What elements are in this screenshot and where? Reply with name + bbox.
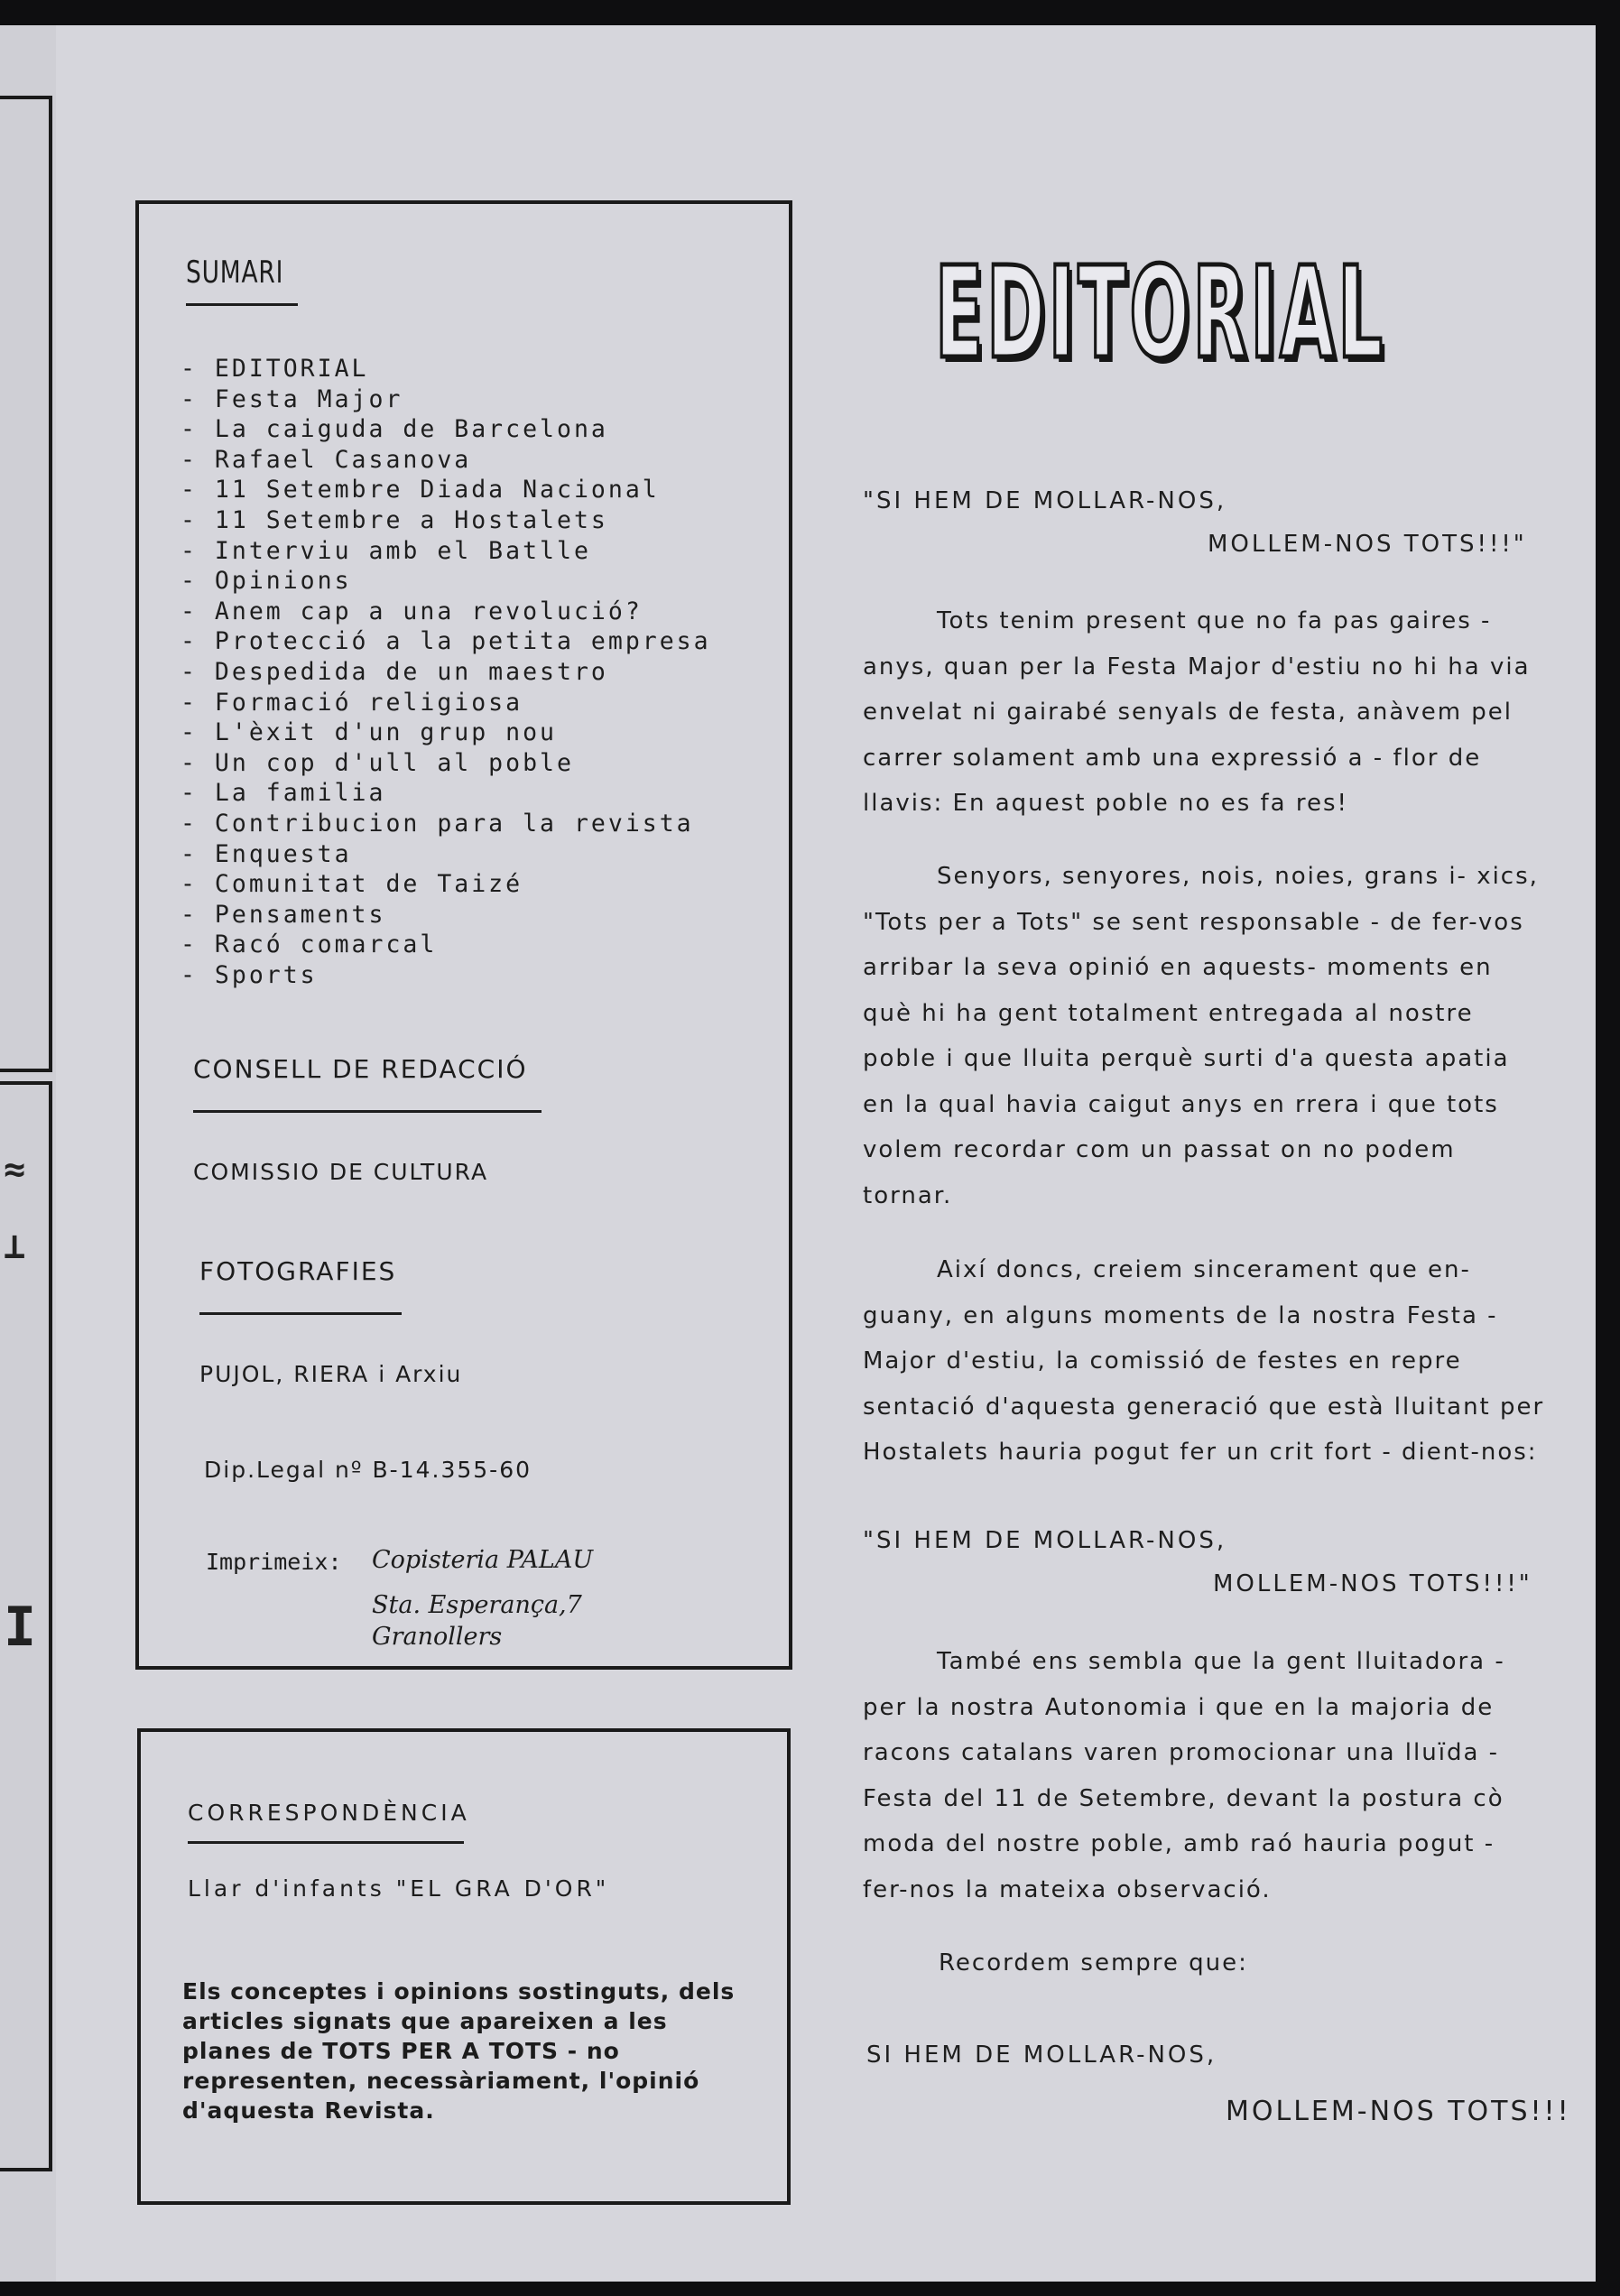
photos-heading: FOTOGRAFIES xyxy=(199,1256,397,1286)
editorial-title: EDITORIAL xyxy=(935,240,1386,387)
printer-city: Granollers xyxy=(372,1623,503,1651)
summary-item: - Enquesta xyxy=(181,839,352,868)
summary-item: - 11 Setembre Diada Nacional xyxy=(181,476,660,505)
summary-item: - Formació religiosa xyxy=(181,688,523,717)
editorial-paragraph: Senyors, senyores, nois, noies, grans i- xics, "Tots per a Tots" se sent responsable - de fer-vos arribar la seva opinió en aquests- moments en què hi ha gent totalment entregada al nostre poble i que lluita perquè surti d'a questa apatia en la qual havia caigut anys en rrera i que tots volem recordar com un passat on no podem tornar. xyxy=(863,863,1539,1209)
summary-item: - Interviu amb el Batlle xyxy=(181,536,591,565)
closing-line2: MOLLEM-NOS TOTS!!! xyxy=(1226,2096,1571,2127)
editorial-paragraph: Tots tenim present que no fa pas gaires - anys, quan per la Festa Major d'estiu no hi ha via envelat ni gairabé senyals de festa, anàvem pel carrer solament amb una expressió a - flor de llavis: En aquest poble no es fa res! xyxy=(863,607,1531,817)
summary-item: - Rafael Casanova xyxy=(181,445,472,474)
summary-title-underline xyxy=(186,303,298,306)
summary-item: - Anem cap a una revolució? xyxy=(181,597,643,625)
summary-item: - Festa Major xyxy=(181,384,403,413)
summary-item: - La familia xyxy=(181,779,386,808)
correspondence-heading: CORRESPONDÈNCIA xyxy=(188,1800,470,1826)
summary-item: - Despedida de un maestro xyxy=(181,657,608,686)
summary-item: - Pensaments xyxy=(181,900,386,929)
closing-line1: SI HEM DE MOLLAR-NOS, xyxy=(866,2041,1217,2069)
summary-item: - Sports xyxy=(181,960,318,989)
binder-frame-top xyxy=(0,96,52,1072)
editorial-paragraph: També ens sembla que la gent lluitadora - per la nostra Autonomia i que en la majoria de racons catalans varen promocionar una lluïda - Festa del 11 de Setembre, devant la postura cò moda del nostre poble, amb raó hauria pogut - fer-nos la mateixa observació. xyxy=(863,1648,1505,1903)
editorial-slogan-line1: "SI HEM DE MOLLAR-NOS, xyxy=(863,487,1227,514)
summary-item: - Comunitat de Taizé xyxy=(181,870,523,899)
summary-item: - Contribucion para la revista xyxy=(181,809,694,838)
printer-address: Sta. Esperança,7 xyxy=(372,1591,582,1619)
correspondence-value: Llar d'infants "EL GRA D'OR" xyxy=(188,1875,610,1902)
printer-name: Copisteria PALAU xyxy=(372,1546,594,1574)
binder-strip xyxy=(0,25,59,2282)
summary-item: - 11 Setembre a Hostalets xyxy=(181,505,608,534)
editorial-paragraph: Recordem sempre que: xyxy=(939,1949,1248,1977)
council-value: COMISSIO DE CULTURA xyxy=(193,1159,489,1185)
summary-item: - Un cop d'ull al poble xyxy=(181,748,574,777)
printer-label: Imprimeix: xyxy=(206,1549,342,1575)
council-underline xyxy=(193,1110,542,1113)
correspondence-underline xyxy=(188,1841,464,1844)
photos-underline xyxy=(199,1312,402,1315)
editorial-paragraph: Així doncs, creiem sincerament que en- guany, en alguns moments de la nostra Festa - Major d'estiu, la comissió de festes en repre sentació d'aquesta generació que està lluitant per Hostalets hauria pogut fer un crit fort - dient-nos: xyxy=(863,1256,1545,1466)
editorial-slogan-line2: MOLLEM-NOS TOTS!!!" xyxy=(1208,531,1527,558)
editorial-slogan2-line2: MOLLEM-NOS TOTS!!!" xyxy=(1213,1570,1532,1597)
summary-title: SUMARI xyxy=(186,255,284,291)
disclaimer-text: Els conceptes i opinions sostinguts, dels articles signats que apareixen a les planes de TOTS PER A TOTS - no representen, necessàriament, l'opinió d'aquesta Revista. xyxy=(182,1978,736,2124)
summary-item: - Opinions xyxy=(181,567,352,596)
legal-deposit: Dip.Legal nº B-14.355-60 xyxy=(204,1457,532,1483)
summary-item: - Protecció a la petita empresa xyxy=(181,627,711,656)
council-heading: CONSELL DE REDACCIÓ xyxy=(193,1054,528,1084)
summary-item: - La caiguda de Barcelona xyxy=(181,415,608,444)
summary-list xyxy=(181,354,711,990)
summary-item: - L'èxit d'un grup nou xyxy=(181,718,557,747)
summary-item: - EDITORIAL xyxy=(181,355,369,383)
binder-mark-icon: ≈ xyxy=(4,1149,26,1190)
editorial-slogan2-line1: "SI HEM DE MOLLAR-NOS, xyxy=(863,1527,1227,1554)
binder-mark-icon: ⊥ xyxy=(4,1226,26,1267)
summary-item: - Racó comarcal xyxy=(181,930,438,959)
photos-value: PUJOL, RIERA i Arxiu xyxy=(199,1361,463,1387)
binder-mark-icon: I xyxy=(4,1596,37,1659)
